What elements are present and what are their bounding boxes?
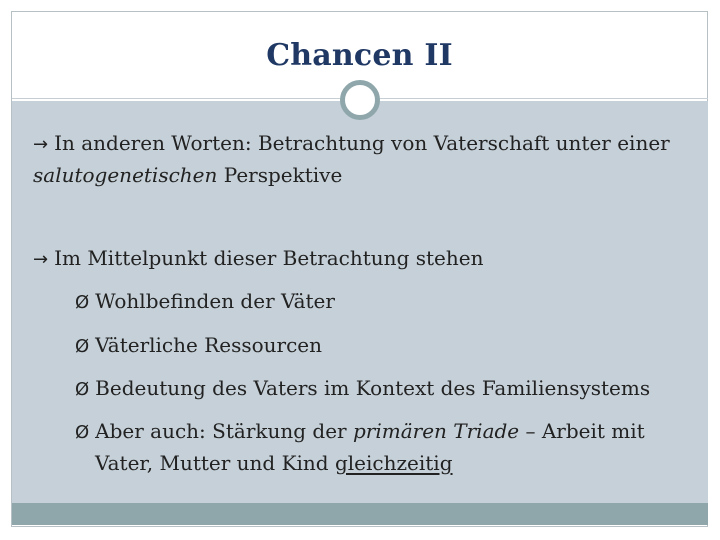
- paragraph-1-tail: Perspektive: [223, 163, 343, 187]
- bullet-text: Väterliche Ressourcen: [95, 333, 323, 357]
- paragraph-1: [33, 128, 693, 191]
- divider-circle: [340, 80, 380, 120]
- bullet-text: – Arbeit mit: [525, 419, 645, 443]
- arrow-icon: →: [33, 134, 49, 155]
- bullet-item: [75, 330, 322, 362]
- bullet-arrow-icon: Ø: [75, 336, 90, 357]
- underlined-word: gleichzeitig: [334, 451, 453, 475]
- bullet-arrow-icon: Ø: [75, 292, 90, 313]
- bullet-item: [75, 373, 650, 405]
- bullet-italic: primären Triade: [352, 419, 520, 443]
- paragraph-2-text: Im Mittelpunkt dieser Betrachtung stehen: [54, 246, 484, 270]
- arrow-icon: →: [33, 249, 49, 270]
- paragraph-1-italic: salutogenetischen: [33, 163, 218, 187]
- paragraph-2: [33, 243, 483, 275]
- bullet-text: Aber auch: Stärkung der: [95, 419, 347, 443]
- bullet-arrow-icon: Ø: [75, 379, 90, 400]
- bullet-item: [75, 286, 335, 318]
- bullet-text: Bedeutung des Vaters im Kontext des Familiensystems: [95, 376, 651, 400]
- bullet-arrow-icon: Ø: [75, 422, 90, 443]
- bullet-text-line2: Vater, Mutter und Kind: [95, 451, 329, 475]
- slide-title: Chancen II: [266, 38, 453, 73]
- bullet-item: [75, 416, 675, 479]
- paragraph-1-lead: In anderen Worten: Betrachtung von Vaterschaft unter einer: [54, 131, 670, 155]
- footer-bar: [12, 503, 708, 525]
- bullet-text: Wohlbefinden der Väter: [95, 289, 335, 313]
